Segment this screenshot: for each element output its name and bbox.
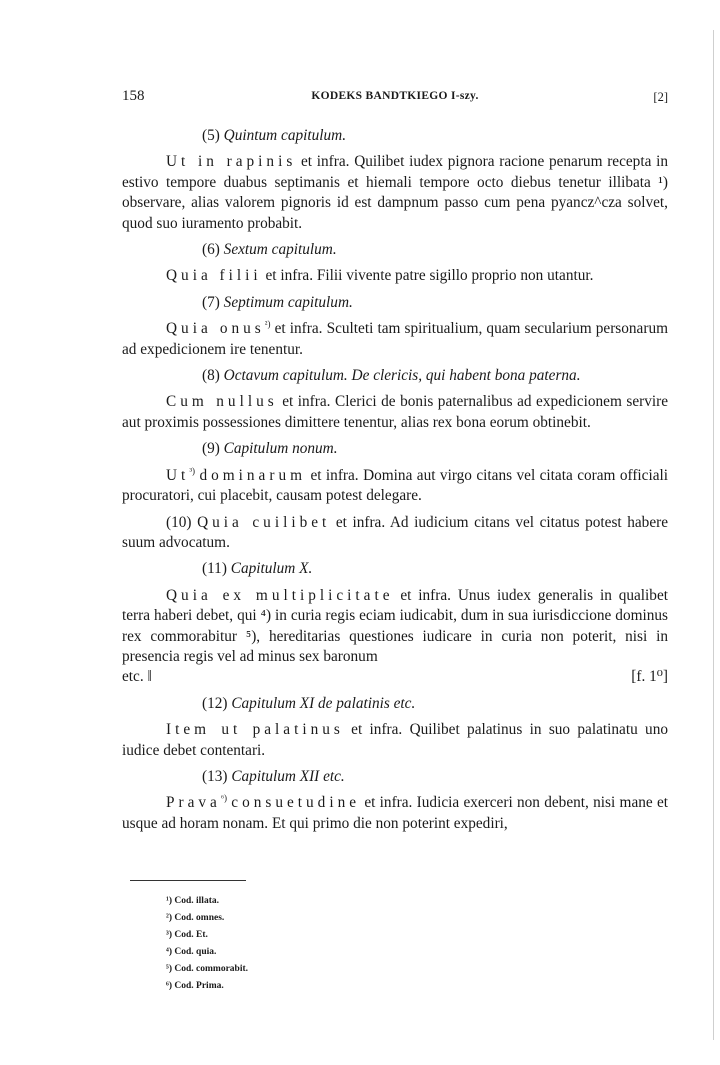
footnote-marker: ³): [189, 465, 196, 476]
section-ref: [2]: [653, 90, 668, 104]
section-heading: [122, 240, 668, 260]
section-title: Capitulum XII etc.: [231, 767, 345, 785]
folio-marker: [f. 1⁰]: [631, 668, 668, 686]
page-edge-line: [713, 30, 714, 1040]
incipit: Prava: [166, 794, 221, 812]
main-text: [122, 124, 668, 840]
section-title: Quintum capitulum.: [223, 127, 347, 144]
incipit: Quia cuilibet: [197, 513, 331, 531]
section-number: (10): [166, 513, 192, 531]
section-title: Capitulum XI de palatinis etc.: [231, 694, 416, 712]
section-paragraph: [122, 266, 668, 286]
footnote: ³) Cod. Et.: [166, 930, 208, 940]
section-number: (6): [202, 241, 220, 259]
footnotes: [130, 880, 530, 995]
paragraph-text: et infra. Filii vivente patre sigillo proprio non utantur.: [265, 267, 594, 285]
incipit: Quia filii: [166, 267, 262, 285]
running-title: KODEKS BANDTKIEGO I-szy.: [311, 90, 479, 102]
line-end: etc. ‖: [122, 668, 152, 686]
section-heading: [122, 293, 668, 313]
section-number: (12): [202, 694, 228, 712]
paragraph-text: et infra. Iudicia exerceri non debent, nisi mane et usque ad horam nonam. Et qui primo die non poterint expediri,: [122, 794, 669, 832]
section-title: Sextum capitulum.: [223, 241, 337, 259]
page-number: 158: [122, 88, 145, 104]
paragraph-text: et infra. Ad iudicium citans vel citatus potest habere suum advocatum.: [122, 513, 668, 551]
footnote: ⁶) Cod. Prima.: [166, 981, 224, 991]
section-title: Capitulum X.: [230, 560, 313, 578]
running-header: [122, 88, 668, 110]
footnote-marker: ⁶): [220, 793, 227, 804]
incipit: Quia onus: [166, 320, 265, 338]
section-heading: [122, 694, 668, 714]
section-heading: [122, 767, 668, 787]
section-paragraph: [122, 513, 668, 554]
incipit-continued: dominarum: [199, 466, 306, 484]
section-title: Capitulum nonum.: [223, 440, 338, 458]
footnote: ⁵) Cod. commorabit.: [166, 964, 249, 974]
section-number: (9): [202, 440, 220, 458]
section-paragraph: [122, 392, 668, 433]
folio-line: [122, 667, 668, 687]
incipit: Item ut palatinus: [166, 721, 344, 739]
paragraph-text: et infra. Quilibet palatinus in suo palatinatu uno iudice debet contentari.: [122, 721, 669, 759]
section-heading: [122, 366, 668, 386]
incipit-continued: consuetudine: [231, 794, 361, 812]
section-number: (13): [202, 767, 228, 785]
section-paragraph: [122, 586, 668, 688]
paragraph-text: et infra. Domina aut virgo citans vel citata coram officiali procuratori, cui placebit, causam potest delegare.: [122, 466, 668, 505]
section-paragraph: [122, 319, 668, 360]
section-paragraph: [122, 793, 668, 834]
section-heading: [122, 559, 668, 579]
incipit: Ut: [166, 466, 190, 484]
footnote-marker: ²): [264, 319, 271, 330]
section-number: (11): [202, 560, 227, 578]
section-paragraph: [122, 720, 668, 761]
section-paragraph: [122, 466, 668, 507]
section-title: Septimum capitulum.: [223, 293, 353, 311]
footnote: ⁴) Cod. quia.: [166, 947, 217, 957]
section-heading: [122, 439, 668, 459]
incipit: Cum nullus: [166, 393, 278, 411]
section-number: (5): [202, 127, 220, 144]
incipit: Quia ex multiplicitate: [166, 586, 394, 604]
section-title: Octavum capitulum. De clericis, qui habent bona paterna.: [223, 367, 581, 385]
incipit: Ut in rapinis: [166, 153, 297, 171]
paragraph-text: et infra. Sculteti tam spiritualium, quam secularium personarum ad expedicionem ire tenentur.: [122, 320, 668, 358]
footnote-rule: [130, 880, 246, 881]
section-heading: [122, 126, 668, 146]
paragraph-text: et infra. Quilibet iudex pignora racione penarum recepta in estivo tempore duabus septimanis et hiemali tempore octo diebus tenetur illibata ¹) observare, alias valorem pignoris id est dampnum passo cum pena pyancz^cza solvet, quod suo iuramento probabit.: [122, 153, 668, 232]
section-number: (7): [202, 293, 220, 311]
paragraph-text: et infra. Clerici de bonis paternalibus ad expedicionem servire aut proximis possessiones dimittere tenentur, alias rex bona eorum obtinebit.: [122, 393, 668, 431]
section-paragraph: [122, 152, 668, 234]
footnote: ¹) Cod. illata.: [166, 896, 219, 906]
paragraph-text: et infra. Unus iudex generalis in qualibet terra haberi debet, qui ⁴) in curia regis eciam iudicabit, dum in sua iurisdiccione dominus rex commorabitur ⁵), hereditarias questiones iudicare in curia non poterit, nisi in presencia regis vel ad minus sex baronum: [122, 586, 668, 665]
footnote: ²) Cod. omnes.: [166, 913, 225, 923]
section-number: (8): [202, 367, 220, 385]
